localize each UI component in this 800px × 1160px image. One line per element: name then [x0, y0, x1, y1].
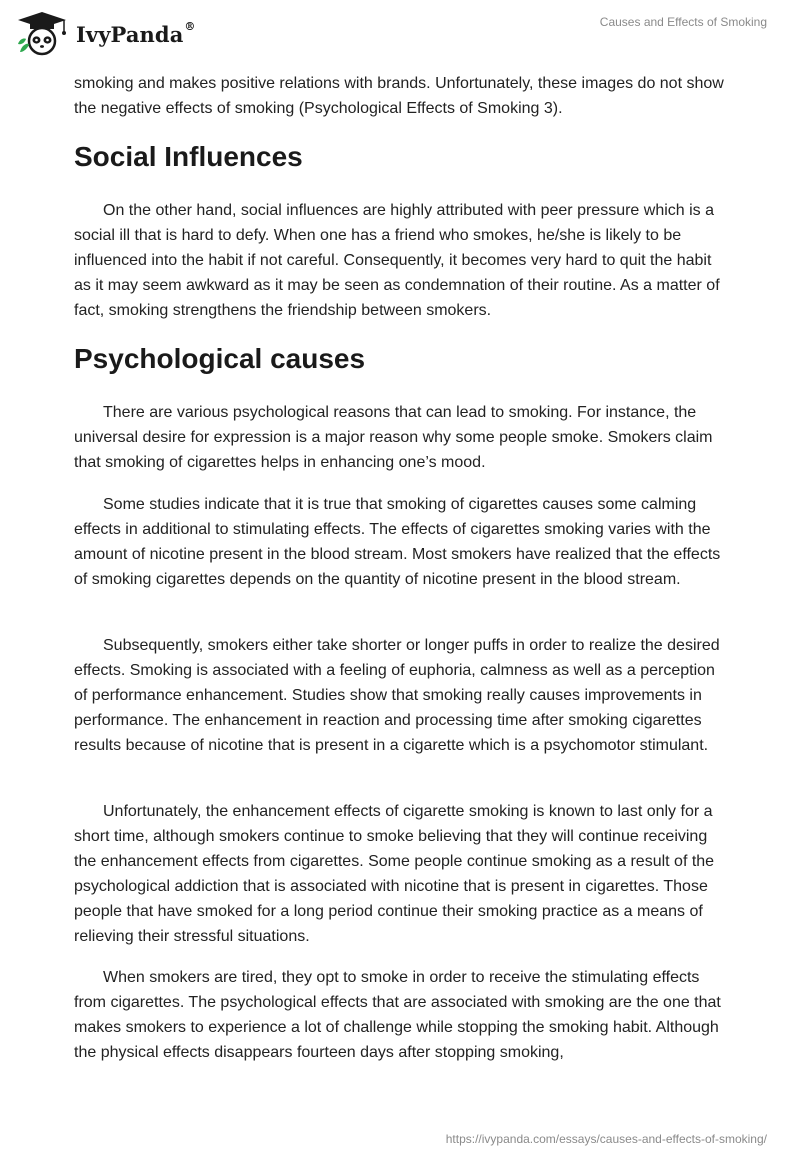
paragraph-social-1: On the other hand, social influences are highly attributed with peer pressure which is a social ill that is hard to defy. When one has a friend who smokes, he/she is likely to be influenced into the habit if not careful. Consequently, it becomes very hard to quit the habit as it may seem awkward as it may be seen as condemnation of their routine. As a matter of fact, smoking strengthens the friendship between smokers.	[74, 202, 720, 319]
brand-name: IvyPanda	[76, 21, 184, 47]
registered-mark: ®	[184, 19, 196, 33]
paragraph-psych-3: Subsequently, smokers either take shorter or longer puffs in order to realize the desired effects. Smoking is associated with a feeling of euphoria, calmness as well as a perception of performance enhancement. Studies show that smoking really causes improvements in performance. The enhancement in reaction and processing time after smoking cigarettes results because of nicotine that is present in a cigarette which is a psychomotor stimulant.	[74, 637, 720, 754]
intro-paragraph: smoking and makes positive relations with brands. Unfortunately, these images do not show the negative effects of smoking (Psychological Effects of Smoking 3).	[74, 75, 724, 117]
page-header	[0, 0, 800, 64]
section-heading-psychological-causes: Psychological causes	[74, 343, 366, 374]
paragraph-psych-4: Unfortunately, the enhancement effects of cigarette smoking is known to last only for a short time, although smokers continue to smoke believing that they will continue receiving the enhancement effects from cigarettes. Some people continue smoking as a result of the psychological addiction that is associated with nicotine that is present in cigarettes. Those people that have smoked for a long period continue their smoking practice as a means of relieving their stressful situations.	[74, 803, 715, 945]
document-title: Causes and Effects of Smoking	[599, 15, 767, 29]
paragraph-psych-2: Some studies indicate that it is true that smoking of cigarettes causes some calming effects in additional to stimulating effects. The effects of cigarettes smoking varies with the amount of nicotine present in the blood stream. Most smokers have realized that the effects of smoking cigarettes depends on the quantity of nicotine present in the blood stream.	[74, 496, 721, 588]
panda-graduate-icon	[14, 10, 70, 58]
paragraph-psych-1: There are various psychological reasons that can lead to smoking. For instance, the universal desire for expression is a major reason why some people smoke. Smokers claim that smoking of cigarettes helps in enhancing one’s mood.	[74, 404, 713, 471]
source-url[interactable]: https://ivypanda.com/essays/causes-and-effects-of-smoking/	[445, 1132, 767, 1146]
ivypanda-logo[interactable]	[14, 10, 196, 58]
section-heading-social-influences: Social Influences	[74, 141, 303, 172]
paragraph-psych-5: When smokers are tired, they opt to smoke in order to receive the stimulating effects from cigarettes. The psychological effects that are associated with smoking are the one that makes smokers to experience a lot of challenge while stopping the smoking habit. Although the physical effects disappears fourteen days after stopping smoking,	[74, 969, 721, 1061]
